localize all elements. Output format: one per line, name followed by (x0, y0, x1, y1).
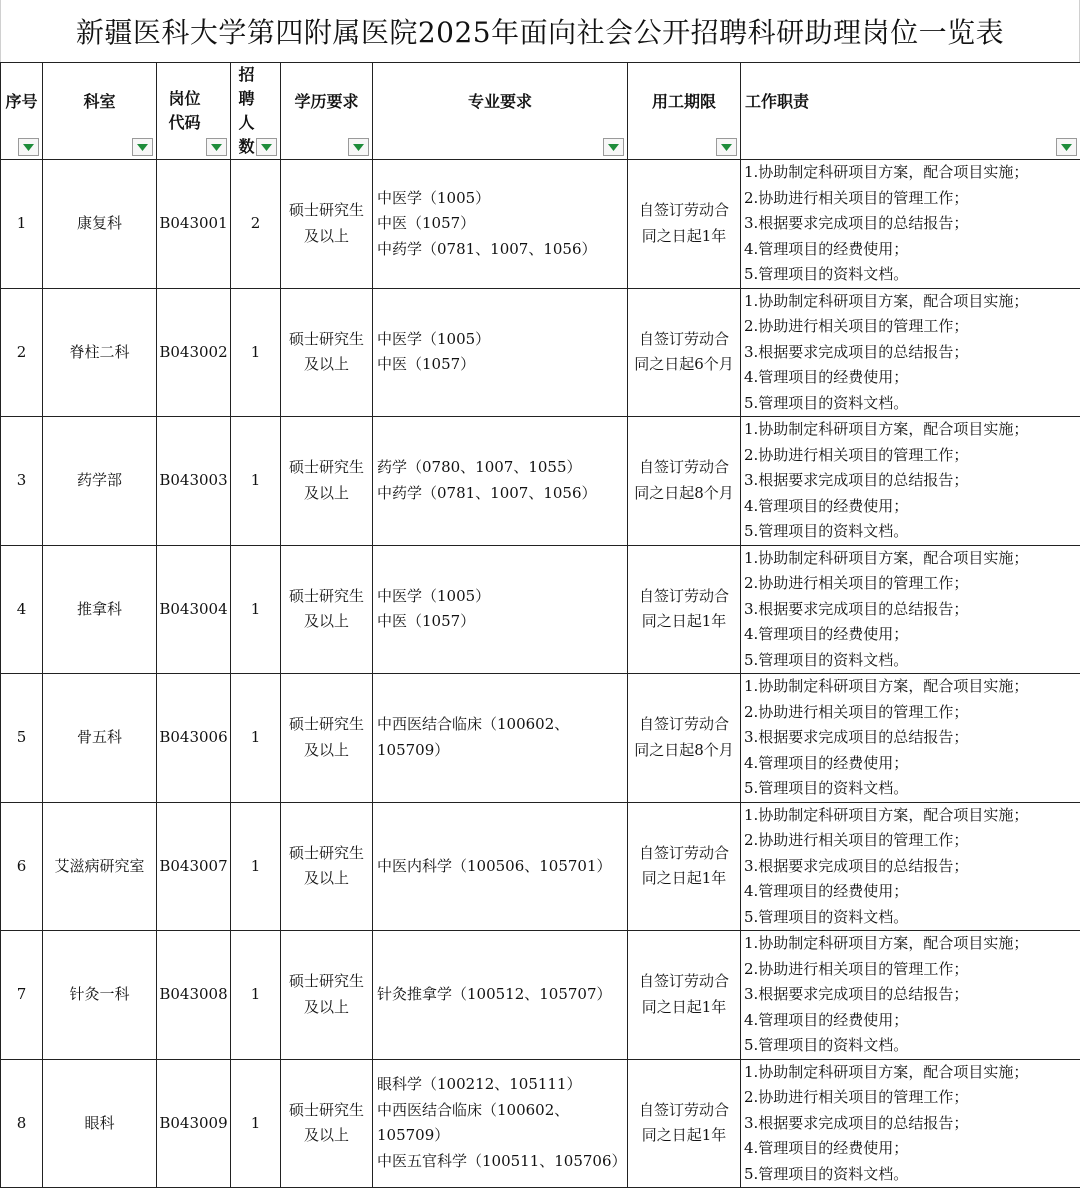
cell-serial[interactable]: 5 (1, 674, 43, 803)
table-row (1, 931, 1080, 1060)
duty-line: 3.根据要求完成项目的总结报告； (744, 982, 1080, 1008)
recruitment-table (0, 62, 1080, 1188)
cell-duties[interactable] (741, 545, 1080, 674)
cell-term[interactable]: 自签订劳动合同之日起1年 (628, 160, 741, 289)
triangle-down-icon (23, 144, 34, 151)
cell-post-code[interactable]: B043002 (157, 288, 231, 417)
filter-dropdown-icon[interactable] (716, 138, 737, 156)
major-line: 中医学（1005） (377, 327, 623, 353)
cell-major[interactable] (373, 545, 628, 674)
cell-education[interactable] (281, 545, 373, 674)
cell-term[interactable]: 自签订劳动合同之日起1年 (628, 931, 741, 1060)
table-row (1, 288, 1080, 417)
cell-headcount[interactable]: 1 (231, 545, 281, 674)
table-row (1, 160, 1080, 289)
table-row (1, 545, 1080, 674)
education-text: 硕士研究生及以上 (285, 841, 368, 892)
cell-serial[interactable]: 8 (1, 1059, 43, 1188)
cell-term[interactable]: 自签订劳动合同之日起1年 (628, 802, 741, 931)
sheet-title: 新疆医科大学第四附属医院2025年面向社会公开招聘科研助理岗位一览表 (0, 0, 1080, 62)
cell-duties[interactable] (741, 288, 1080, 417)
table-row (1, 417, 1080, 546)
major-line: 中医内科学（100506、105701） (377, 854, 623, 880)
header-label: 工作职责 (741, 90, 1080, 132)
duty-line: 1.协助制定科研项目方案，配合项目实施； (744, 160, 1080, 186)
major-line: 眼科学（100212、105111） (377, 1072, 623, 1098)
filter-dropdown-icon[interactable] (348, 138, 369, 156)
cell-serial[interactable]: 7 (1, 931, 43, 1060)
duty-line: 2.协助进行相关项目的管理工作； (744, 571, 1080, 597)
duty-line: 1.协助制定科研项目方案，配合项目实施； (744, 289, 1080, 315)
major-line: 中医（1057） (377, 352, 623, 378)
education-text: 硕士研究生及以上 (285, 1098, 368, 1149)
duty-line: 1.协助制定科研项目方案，配合项目实施； (744, 931, 1080, 957)
cell-duties[interactable] (741, 674, 1080, 803)
filter-dropdown-icon[interactable] (256, 138, 277, 156)
duty-line: 4.管理项目的经费使用； (744, 622, 1080, 648)
major-line: 中医五官科学（100511、105706） (377, 1149, 623, 1175)
cell-major[interactable] (373, 1059, 628, 1188)
cell-education[interactable] (281, 674, 373, 803)
duty-line: 4.管理项目的经费使用； (744, 751, 1080, 777)
duty-line: 2.协助进行相关项目的管理工作； (744, 828, 1080, 854)
header-row (1, 63, 1080, 160)
education-text: 硕士研究生及以上 (285, 584, 368, 635)
header-label: 招聘人数 (231, 63, 280, 159)
cell-major[interactable] (373, 417, 628, 546)
header-label: 科室 (43, 90, 156, 132)
duty-line: 5.管理项目的资料文档。 (744, 905, 1080, 931)
cell-education[interactable] (281, 288, 373, 417)
duty-line: 1.协助制定科研项目方案，配合项目实施； (744, 546, 1080, 572)
duty-line: 5.管理项目的资料文档。 (744, 648, 1080, 674)
major-line: 中西医结合临床（100602、105709） (377, 1098, 623, 1149)
education-text: 硕士研究生及以上 (285, 327, 368, 378)
duty-line: 3.根据要求完成项目的总结报告； (744, 211, 1080, 237)
duty-line: 5.管理项目的资料文档。 (744, 262, 1080, 288)
duty-line: 5.管理项目的资料文档。 (744, 776, 1080, 802)
header-department (43, 63, 157, 160)
cell-duties[interactable] (741, 417, 1080, 546)
cell-serial[interactable]: 6 (1, 802, 43, 931)
header-serial (1, 63, 43, 160)
major-line: 针灸推拿学（100512、105707） (377, 982, 623, 1008)
major-line: 中药学（0781、1007、1056） (377, 481, 623, 507)
header-label: 专业要求 (373, 90, 627, 132)
cell-headcount[interactable]: 1 (231, 931, 281, 1060)
header-label: 岗位代码 (157, 87, 230, 135)
cell-education[interactable] (281, 931, 373, 1060)
duty-line: 3.根据要求完成项目的总结报告； (744, 340, 1080, 366)
duty-line: 1.协助制定科研项目方案，配合项目实施； (744, 674, 1080, 700)
education-text: 硕士研究生及以上 (285, 712, 368, 763)
cell-department[interactable]: 脊柱二科 (43, 288, 157, 417)
duty-line: 4.管理项目的经费使用； (744, 1008, 1080, 1034)
cell-post-code[interactable]: B043006 (157, 674, 231, 803)
major-line: 中西医结合临床（100602、105709） (377, 712, 623, 763)
cell-headcount[interactable]: 1 (231, 417, 281, 546)
filter-dropdown-icon[interactable] (132, 138, 153, 156)
education-text: 硕士研究生及以上 (285, 455, 368, 506)
cell-department[interactable]: 针灸一科 (43, 931, 157, 1060)
duty-line: 4.管理项目的经费使用； (744, 494, 1080, 520)
duty-line: 5.管理项目的资料文档。 (744, 1033, 1080, 1059)
cell-term[interactable]: 自签订劳动合同之日起1年 (628, 1059, 741, 1188)
duty-line: 3.根据要求完成项目的总结报告； (744, 1111, 1080, 1137)
triangle-down-icon (211, 144, 222, 151)
triangle-down-icon (608, 144, 619, 151)
cell-post-code[interactable]: B043007 (157, 802, 231, 931)
cell-post-code[interactable]: B043008 (157, 931, 231, 1060)
duty-line: 5.管理项目的资料文档。 (744, 391, 1080, 417)
cell-department[interactable]: 药学部 (43, 417, 157, 546)
duty-line: 5.管理项目的资料文档。 (744, 1162, 1080, 1188)
cell-department[interactable]: 艾滋病研究室 (43, 802, 157, 931)
cell-serial[interactable]: 4 (1, 545, 43, 674)
cell-duties[interactable] (741, 802, 1080, 931)
table-row (1, 802, 1080, 931)
triangle-down-icon (1061, 144, 1072, 151)
duty-line: 2.协助进行相关项目的管理工作； (744, 957, 1080, 983)
table-row (1, 674, 1080, 803)
duty-line: 2.协助进行相关项目的管理工作； (744, 1085, 1080, 1111)
cell-term[interactable]: 自签订劳动合同之日起1年 (628, 545, 741, 674)
cell-term[interactable]: 自签订劳动合同之日起8个月 (628, 674, 741, 803)
header-label: 序号 (1, 90, 42, 132)
filter-dropdown-icon[interactable] (1056, 138, 1077, 156)
triangle-down-icon (721, 144, 732, 151)
header-duties (741, 63, 1080, 160)
duty-line: 4.管理项目的经费使用； (744, 879, 1080, 905)
cell-serial[interactable]: 2 (1, 288, 43, 417)
table-body (1, 160, 1080, 1188)
cell-major[interactable] (373, 288, 628, 417)
header-post-code (157, 63, 231, 160)
major-line: 中药学（0781、1007、1056） (377, 237, 623, 263)
duty-line: 4.管理项目的经费使用； (744, 237, 1080, 263)
major-line: 中医（1057） (377, 211, 623, 237)
cell-headcount[interactable]: 1 (231, 802, 281, 931)
cell-department[interactable]: 骨五科 (43, 674, 157, 803)
filter-dropdown-icon[interactable] (18, 138, 39, 156)
duty-line: 3.根据要求完成项目的总结报告； (744, 725, 1080, 751)
duty-line: 4.管理项目的经费使用； (744, 1136, 1080, 1162)
cell-department[interactable]: 眼科 (43, 1059, 157, 1188)
cell-department[interactable]: 推拿科 (43, 545, 157, 674)
cell-duties[interactable] (741, 1059, 1080, 1188)
cell-major[interactable] (373, 674, 628, 803)
cell-headcount[interactable]: 1 (231, 288, 281, 417)
duty-line: 2.协助进行相关项目的管理工作； (744, 700, 1080, 726)
filter-dropdown-icon[interactable] (603, 138, 624, 156)
education-text: 硕士研究生及以上 (285, 969, 368, 1020)
table-row (1, 1059, 1080, 1188)
duty-line: 2.协助进行相关项目的管理工作； (744, 314, 1080, 340)
triangle-down-icon (353, 144, 364, 151)
triangle-down-icon (137, 144, 148, 151)
filter-dropdown-icon[interactable] (206, 138, 227, 156)
cell-post-code[interactable]: B043003 (157, 417, 231, 546)
cell-headcount[interactable]: 1 (231, 1059, 281, 1188)
cell-education[interactable] (281, 417, 373, 546)
header-headcount (231, 63, 281, 160)
cell-post-code[interactable]: B043004 (157, 545, 231, 674)
cell-serial[interactable]: 1 (1, 160, 43, 289)
duty-line: 3.根据要求完成项目的总结报告； (744, 597, 1080, 623)
duty-line: 2.协助进行相关项目的管理工作； (744, 186, 1080, 212)
cell-major[interactable] (373, 802, 628, 931)
major-line: 中医学（1005） (377, 584, 623, 610)
duty-line: 1.协助制定科研项目方案，配合项目实施； (744, 417, 1080, 443)
header-label: 学历要求 (281, 90, 372, 132)
major-line: 中医（1057） (377, 609, 623, 635)
duty-line: 1.协助制定科研项目方案，配合项目实施； (744, 1060, 1080, 1086)
cell-major[interactable] (373, 931, 628, 1060)
cell-serial[interactable]: 3 (1, 417, 43, 546)
cell-term[interactable]: 自签订劳动合同之日起6个月 (628, 288, 741, 417)
header-major (373, 63, 628, 160)
duty-line: 3.根据要求完成项目的总结报告； (744, 854, 1080, 880)
cell-education[interactable] (281, 802, 373, 931)
duty-line: 5.管理项目的资料文档。 (744, 519, 1080, 545)
cell-major[interactable] (373, 160, 628, 289)
header-label: 用工期限 (628, 90, 740, 132)
duty-line: 3.根据要求完成项目的总结报告； (744, 468, 1080, 494)
duty-line: 4.管理项目的经费使用； (744, 365, 1080, 391)
major-line: 中医学（1005） (377, 186, 623, 212)
cell-education[interactable] (281, 160, 373, 289)
cell-headcount[interactable]: 1 (231, 674, 281, 803)
cell-duties[interactable] (741, 931, 1080, 1060)
cell-education[interactable] (281, 1059, 373, 1188)
duty-line: 2.协助进行相关项目的管理工作； (744, 443, 1080, 469)
major-line: 药学（0780、1007、1055） (377, 455, 623, 481)
triangle-down-icon (261, 144, 272, 151)
cell-department[interactable]: 康复科 (43, 160, 157, 289)
duty-line: 1.协助制定科研项目方案，配合项目实施； (744, 803, 1080, 829)
cell-post-code[interactable]: B043001 (157, 160, 231, 289)
education-text: 硕士研究生及以上 (285, 198, 368, 249)
cell-headcount[interactable]: 2 (231, 160, 281, 289)
cell-duties[interactable] (741, 160, 1080, 289)
header-term (628, 63, 741, 160)
cell-post-code[interactable]: B043009 (157, 1059, 231, 1188)
cell-term[interactable]: 自签订劳动合同之日起8个月 (628, 417, 741, 546)
header-education (281, 63, 373, 160)
